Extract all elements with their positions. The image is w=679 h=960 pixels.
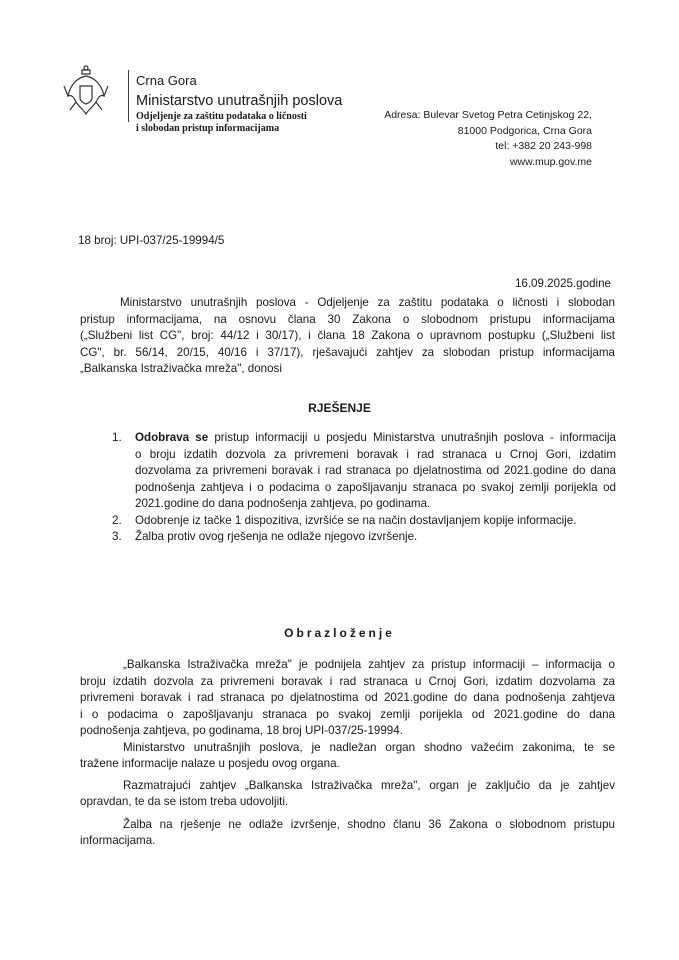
- intro-line: CG", br. 56/14, 20/15, 40/16 i 37/17), rješavajući zahtjev za slobodan pristup informacijama: [80, 345, 615, 359]
- item-number: 3.: [112, 530, 122, 543]
- header-divider: [128, 70, 129, 122]
- reasoning-paragraph: [80, 657, 615, 740]
- reasoning-line: tražene informacije nalaze u posjedu ovog organa.: [80, 757, 340, 770]
- decision-item: [112, 430, 616, 513]
- reasoning-line: „Balkanska Istraživačka mreža" je podnijela zahtjev za pristup informaciji – informacija o: [123, 658, 615, 671]
- item-number: 2.: [112, 513, 122, 527]
- reasoning-paragraph: [80, 740, 615, 773]
- department-name: [136, 111, 307, 135]
- address-line: Adresa: Bulevar Svetog Petra Cetinjskog 22,: [384, 109, 592, 121]
- department-line: Odjeljenje za zaštitu podataka o ličnosti: [136, 111, 307, 122]
- decision-item: [112, 529, 616, 546]
- reasoning-paragraph: [80, 778, 615, 811]
- reasoning-line: i o podacima o zapošljavanju stranaca po svakoj zemlji porijekla od 2021.godine do dana: [80, 707, 615, 721]
- reasoning-title: Obrazloženje: [284, 626, 395, 640]
- bold-lead: Odobrava se: [135, 431, 209, 444]
- address-block: [384, 108, 592, 170]
- address-line: 81000 Podgorica, Crna Gora: [457, 124, 592, 137]
- website-link[interactable]: www.mup.gov.me: [509, 155, 592, 168]
- reasoning-line: informacijama.: [80, 834, 156, 847]
- decision-line: dozvolama za privremeni boravak i rad stranaca po djelatnostima od 2021.godine do dana: [135, 464, 616, 477]
- reasoning-line: Ministarstvo unutrašnjih poslova, je nadležan organ shodno važećim zakonima, te se: [123, 740, 615, 754]
- intro-line: pristup informacijama, na osnovu člana 30 Zakona o slobodnom pristupu informacijama: [80, 312, 615, 326]
- item-number: 1.: [112, 431, 122, 444]
- decision-line: podnošenja zahtjeva i o podacima o zapošljavanju stranaca po svakoj zemlji porijekla od: [135, 480, 616, 494]
- reasoning-body: [80, 657, 615, 850]
- decision-text: pristup informaciji u posjedu Ministarstva unutrašnjih poslova - informacija: [208, 431, 616, 444]
- decision-line: o broju izdatih dozvola za privremeni boravak i rad stranaca u Crnoj Gori, izdatim: [135, 447, 616, 461]
- reasoning-line: opravdan, te da se istom treba udovoljiti.: [80, 795, 289, 808]
- decision-line: [135, 430, 616, 447]
- phone-line: tel: +382 20 243-998: [495, 140, 592, 152]
- document-date: 16.09.2025.godine: [514, 277, 611, 290]
- intro-paragraph: [80, 295, 615, 378]
- coat-of-arms-icon: [62, 64, 110, 118]
- intro-line: „Balkanska Istraživačka mreža", donosi: [80, 362, 282, 375]
- decision-item: [112, 513, 616, 530]
- reasoning-line: broju izdatih dozvola za privremeni boravak i rad stranaca u Crnoj Gori, izdatim dozvolama za: [80, 674, 615, 688]
- reference-number: 18 broj: UPI-037/25-19994/5: [78, 234, 225, 247]
- reasoning-line: Žalba na rješenje ne odlaže izvršenje, shodno članu 36 Zakona o slobodnom pristupu: [123, 817, 615, 831]
- reasoning-line: privremeni boravak i rad stranaca po djelatnostima od 2021.godine do dana podnošenja zahtjeva: [80, 691, 615, 704]
- decision-list: [112, 430, 616, 546]
- ministry-name: Ministarstvo unutrašnjih poslova: [136, 93, 343, 109]
- reasoning-line: podnošenja zahtjeva, po godinama, 18 broj UPI-037/25-19994.: [80, 724, 403, 737]
- department-line: i slobodan pristup informacijama: [136, 123, 280, 134]
- decision-title: RJEŠENJE: [308, 401, 371, 415]
- decision-line: Odobrenje iz tačke 1 dispozitiva, izvršiće se na način dostavljanjem kopije informacije.: [135, 513, 577, 527]
- intro-line: Ministarstvo unutrašnjih poslova - Odjeljenje za zaštitu podataka o ličnosti i slobodan: [120, 296, 615, 309]
- reasoning-paragraph: [80, 817, 615, 850]
- decision-line: 2021.godine do dana podnošenja zahtjeva, po godinama.: [135, 497, 431, 510]
- country-name: Crna Gora: [136, 73, 197, 88]
- decision-line: Žalba protiv ovog rješenja ne odlaže njegovo izvršenje.: [135, 530, 418, 543]
- reasoning-line: Razmatrajući zahtjev „Balkanska Istraživačka mreža", organ je zaključio da je zahtjev: [123, 778, 615, 792]
- intro-line: („Službeni list CG", broj: 44/12 i 30/17), i člana 18 Zakona o upravnom postupku („Službeni list: [80, 329, 615, 342]
